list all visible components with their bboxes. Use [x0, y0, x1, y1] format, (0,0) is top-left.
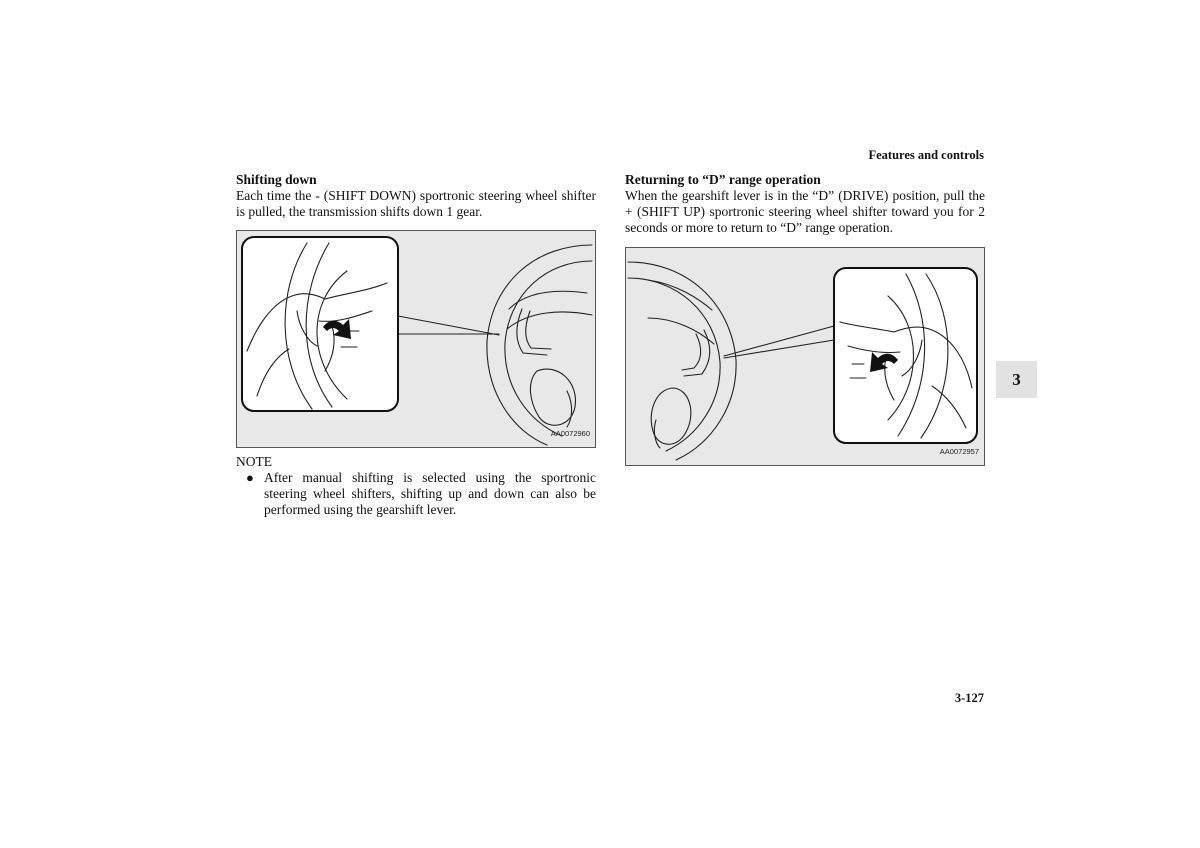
return-d-drawing — [626, 248, 984, 465]
left-column — [236, 172, 596, 518]
returning-d-text: When the gearshift lever is in the “D” (DRIVE) position, pull the + (SHIFT UP) sportronic steering wheel shifter toward you for 2 seconds or more to return to “D” range operation. — [625, 188, 985, 235]
page-number: 3-127 — [954, 691, 984, 705]
shift-down-illustration — [236, 230, 596, 448]
note-title: NOTE — [236, 454, 272, 469]
shift-down-drawing — [237, 231, 595, 447]
figure-code: AA0072960 — [550, 429, 590, 438]
returning-d-heading: Returning to “D” range operation — [625, 172, 821, 187]
running-header: Features and controls — [868, 148, 984, 162]
note-text: After manual shifting is selected using the sportronic steering wheel shifters, shifting up and down can also be performed using the gearshift lever. — [264, 470, 596, 517]
figure-code: AA0072957 — [939, 447, 979, 456]
return-d-illustration — [625, 247, 985, 466]
chapter-tab: 3 — [996, 361, 1037, 398]
shifting-down-heading: Shifting down — [236, 172, 317, 187]
right-column — [625, 172, 985, 466]
bullet-icon: ● — [246, 470, 254, 485]
shifting-down-text: Each time the - (SHIFT DOWN) sportronic steering wheel shifter is pulled, the transmission shifts down 1 gear. — [236, 188, 596, 219]
note-item — [236, 470, 596, 518]
